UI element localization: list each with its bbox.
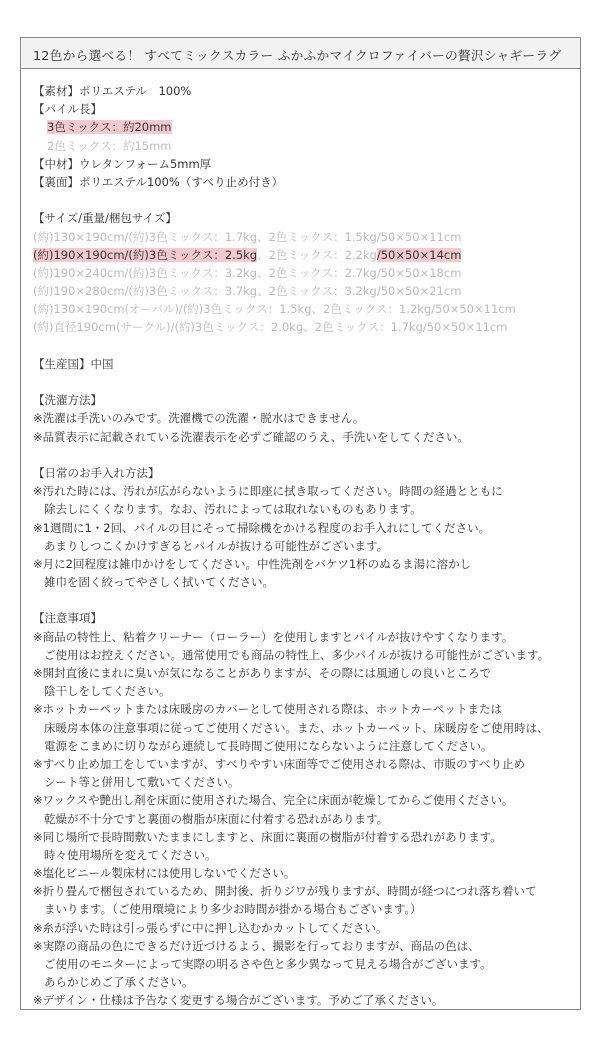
caution-line: 陰干しをしてください。 <box>44 684 171 699</box>
filling-line: 【中材】ウレタンフォーム5mm厚 <box>33 156 212 171</box>
size-row-1: (約)130×190cm/(約)3色ミックス：1.7kg、2色ミックス：1.5kg/50×50×11cm <box>33 229 462 244</box>
care-line: 除去しにくくなります。なお、汚れによっては取れないものもあります。 <box>44 502 422 517</box>
page-title: 12色から選べる！ すべてミックスカラー ふかふかマイクロファイバーの贅沢シャギーラグ <box>33 49 562 64</box>
washing-line: ※洗濯は手洗いのみです。洗濯機での洗濯・脱水はできません。 <box>33 411 365 426</box>
care-heading: 【日常のお手入れ方法】 <box>33 465 160 480</box>
size-row-2 <box>33 246 578 264</box>
backing-line: 【裏面】ポリエステル100%（すべり止め付き） <box>33 174 284 189</box>
care-line: ※月に2回程度は雑巾かけをしてください。中性洗剤をバケツ1杯のぬるま湯に溶かし <box>33 556 472 571</box>
spec-panel <box>20 37 581 1010</box>
origin-line: 【生産国】中国 <box>33 356 114 371</box>
care-line: ※汚れた時には、汚れが広がらないように即座に拭き取ってください。時間の経過とともに <box>33 484 503 499</box>
caution-line: ※商品の特性上、粘着クリーナー（ローラー）を使用しますとパイルが抜けやすくなります。 <box>33 629 514 644</box>
caution-line: 床暖房本体の注意事項に従ってご使用ください。また、ホットカーペット、床暖房をご使用時は、 <box>44 720 549 735</box>
caution-line: ※デザイン・仕様は予告なく変更する場合がございます。予めご了承ください。 <box>33 993 444 1008</box>
size-row-3: (約)190×240cm/(約)3色ミックス：3.2kg、2色ミックス：2.7kg/50×50×18cm <box>33 265 462 280</box>
caution-line: 電源をこまめに切りながら連続して長時間ご使用にならないように注意してください。 <box>44 738 493 753</box>
caution-line: ご使用のモニターによって実際の明るさや色と多少異なって見える場合がございます。 <box>44 957 492 971</box>
title-bar <box>21 38 580 69</box>
material-line: 【素材】ポリエステル 100% <box>33 84 192 98</box>
care-line: あまりしつこくかけすぎるとパイルが抜ける可能性がございます。 <box>44 538 389 553</box>
caution-line: ※ホットカーペットまたは床暖房のカバーとして使用される際は、ホットカーペットまたは <box>33 702 502 717</box>
size-row-4: (約)190×280cm/(約)3色ミックス：3.7kg、2色ミックス：3.2kg/50×50×21cm <box>33 284 462 299</box>
caution-heading: 【注意事項】 <box>33 611 102 626</box>
caution-line: ご使用はお控えください。通常使用でも商品の特性上、多少パイルが抜ける可能性がございます。 <box>44 647 550 662</box>
size-row-6: (約)直径190cm(サークル)/(約)3色ミックス：2.0kg、2色ミックス：1.7kg/50×50×11cm <box>33 320 508 335</box>
caution-line: ※塩化ビニール製床材には使用しないでください。 <box>33 866 296 881</box>
caution-line: あらかじめご了承ください。 <box>44 975 194 990</box>
caution-line: ※実際の商品の色にできるだけ近づけるよう、撮影を行っておりますが、商品の色は、 <box>33 938 480 953</box>
caution-line: まいります。（ご使用環境により多少お時間が掛かる場合もございます。） <box>44 902 422 917</box>
caution-line: ※すべり止め加工をしていますが、すべりやすい床面等でご使用される際は、市販のすべり止め <box>33 756 525 771</box>
caution-line: 時々使用場所を変えてください。 <box>44 847 217 862</box>
washing-line: ※品質表示に記載されている洗濯表示を必ずご確認のうえ、手洗いをしてください。 <box>33 429 469 444</box>
caution-line: ※糸が浮いた時は引っ張らずに中に押し込むかカットしてください。 <box>33 920 388 935</box>
caution-line: 乾燥が不十分ですと裏面の樹脂が床面に付着する恐れがあります。 <box>44 811 389 826</box>
size-row-2-highlight-b: /50×50×14cm <box>376 247 462 262</box>
caution-line: シート等と併用して敷いてください。 <box>44 775 240 790</box>
caution-line: ※折り畳んで梱包されているため、開封後、折りジワが残りますが、時間が経つにつれ落ち着いて <box>33 884 537 899</box>
caution-line: ※同じ場所で長時間敷いたままにしますと、床面に裏面の樹脂が付着する恐れがあります。 <box>33 829 502 844</box>
spec-content <box>33 82 578 1010</box>
size-row-2-dim: 、2色ミックス：2.2kg <box>257 247 377 262</box>
sizes-heading: 【サイズ/重量/梱包サイズ】 <box>33 211 177 226</box>
size-row-5: (約)130×190cm(オーバル)/(約)3色ミックス：1.5kg、2色ミックス：1.2kg/50×50×11cm <box>33 302 516 317</box>
pile-heading: 【パイル長】 <box>33 102 102 117</box>
size-row-2-highlight-a: (約)190×190cm/(約)3色ミックス：2.5kg <box>33 247 258 262</box>
caution-line: ※ワックスや艶出し剤を床面に使用された場合、完全に床面が乾燥してからご使用ください。 <box>33 793 514 808</box>
caution-line: ※開封直後にまれに臭いが気になることがありますが、その際には風通しの良いところで <box>33 666 492 680</box>
pile-3mix-highlight: 3色ミックス：約20mm <box>47 120 172 135</box>
care-line: 雑巾を固く絞ってやさしく拭いてください。 <box>44 575 274 590</box>
washing-heading: 【洗濯方法】 <box>33 393 102 408</box>
pile-2mix-line: 2色ミックス：約15mm <box>47 138 172 153</box>
care-line: ※1週間に1・2回、パイルの目にそって掃除機をかける程度のお手入れにしてください。 <box>33 520 491 535</box>
